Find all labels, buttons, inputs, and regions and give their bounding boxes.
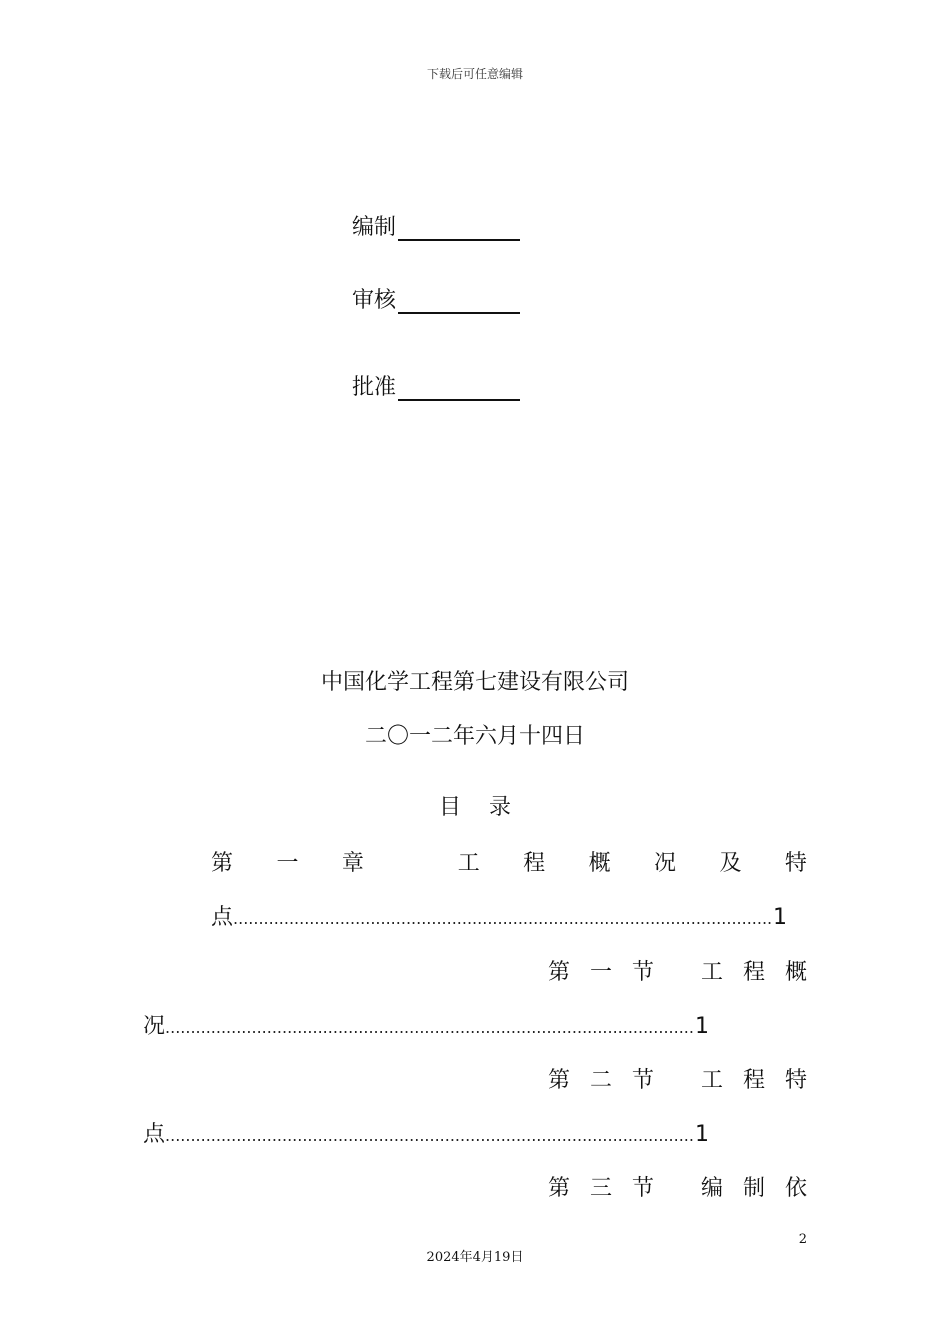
compile-label: 编制	[352, 215, 397, 240]
toc-section-2-tail: 点	[143, 1122, 166, 1147]
toc-chapter-1-char: 第	[211, 851, 234, 876]
toc-section-2-page: 1	[695, 1122, 709, 1147]
toc-chapter-1-tail: 点	[211, 905, 234, 930]
toc-section-3-gap	[674, 1171, 681, 1202]
page-number: 2	[798, 1232, 807, 1247]
toc-section-1-page: 1	[695, 1014, 709, 1039]
review-signature-row	[352, 283, 520, 314]
company-name: 中国化学工程第七建设有限公司	[320, 670, 629, 695]
toc-section-1-char: 工	[700, 960, 723, 985]
toc-section-2-leader[interactable]	[143, 1117, 709, 1148]
toc-chapter-1-char: 概	[588, 851, 611, 876]
toc-chapter-1-leader[interactable]	[211, 900, 787, 931]
approve-label: 批准	[352, 375, 397, 400]
toc-section-1-gap	[674, 955, 681, 986]
footer-date: 2024年4月19日	[426, 1250, 524, 1265]
toc-section-2-char: 第	[548, 1068, 571, 1093]
toc-section-2-char: 程	[742, 1068, 765, 1093]
toc-section-1-char: 第	[548, 960, 571, 985]
toc-chapter-1-heading[interactable]	[211, 846, 807, 877]
toc-section-3-char: 节	[632, 1176, 655, 1201]
toc-section-1-heading[interactable]	[548, 955, 807, 986]
toc-dot-leader	[233, 909, 773, 928]
approve-signature-row	[352, 370, 520, 401]
toc-chapter-1-char: 况	[654, 851, 677, 876]
toc-section-2-gap	[674, 1063, 681, 1094]
toc-section-3-heading[interactable]	[548, 1171, 807, 1202]
toc-dot-leader	[165, 1126, 695, 1145]
compile-signature-line	[398, 215, 520, 241]
toc-section-2-heading[interactable]	[548, 1063, 807, 1094]
toc-dot-leader	[165, 1018, 695, 1037]
toc-section-1-leader[interactable]	[143, 1009, 709, 1040]
approve-signature-line	[398, 375, 520, 401]
toc-section-3-char: 编	[700, 1176, 723, 1201]
toc-section-2-char: 节	[632, 1068, 655, 1093]
toc-section-2-char: 二	[590, 1068, 613, 1093]
toc-chapter-1-char: 章	[341, 851, 364, 876]
review-label: 审核	[352, 288, 397, 313]
toc-section-1-char: 一	[590, 960, 613, 985]
toc-chapter-1-char: 一	[276, 851, 299, 876]
toc-section-3-char: 依	[784, 1176, 807, 1201]
toc-section-2-char: 特	[784, 1068, 807, 1093]
toc-chapter-1-gap	[407, 846, 414, 877]
toc-section-3-char: 制	[742, 1176, 765, 1201]
toc-section-3-char: 第	[548, 1176, 571, 1201]
toc-chapter-1-char: 特	[784, 851, 807, 876]
toc-section-2-char: 工	[700, 1068, 723, 1093]
toc-section-1-char: 概	[784, 960, 807, 985]
header-note: 下载后可任意编辑	[426, 67, 523, 81]
toc-section-1-tail: 况	[143, 1014, 166, 1039]
toc-chapter-1-char: 程	[523, 851, 546, 876]
document-date: 二〇一二年六月十四日	[364, 724, 585, 749]
toc-section-3-char: 三	[590, 1176, 613, 1201]
compile-signature-row	[352, 210, 520, 241]
toc-chapter-1-page: 1	[773, 905, 787, 930]
toc-section-1-char: 程	[742, 960, 765, 985]
review-signature-line	[398, 288, 520, 314]
toc-chapter-1-char: 及	[719, 851, 742, 876]
toc-chapter-1-char: 工	[457, 851, 480, 876]
toc-title: 目录	[438, 795, 539, 820]
toc-section-1-char: 节	[632, 960, 655, 985]
